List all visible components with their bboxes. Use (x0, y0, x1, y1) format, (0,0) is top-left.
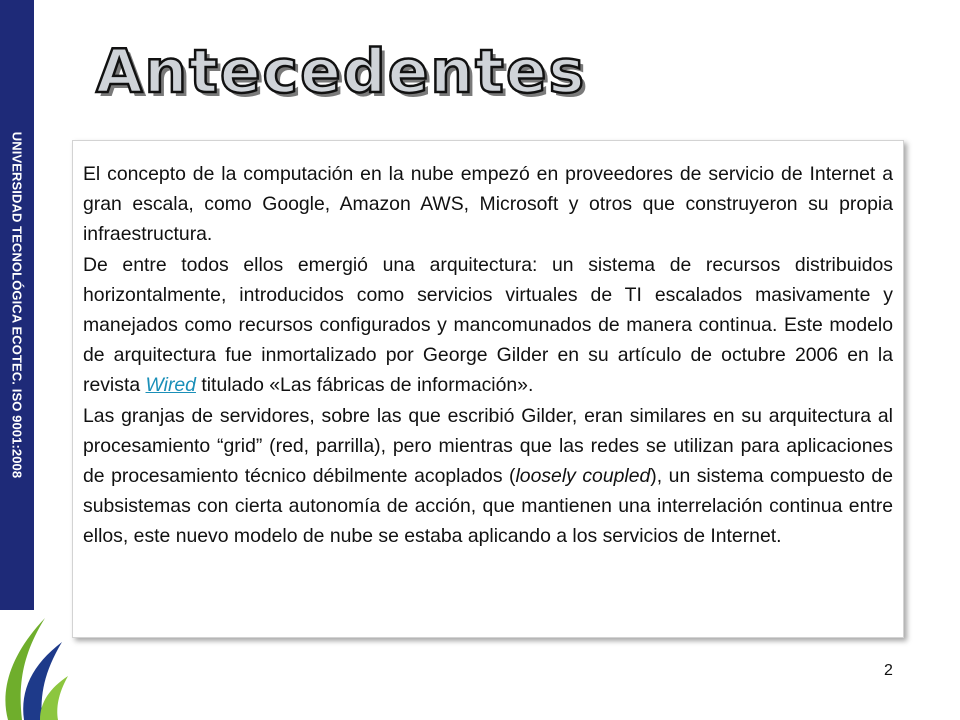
paragraph-3-italic: loosely coupled (515, 465, 651, 488)
ecotec-logo-icon (0, 610, 70, 720)
page-number: 2 (884, 662, 893, 679)
content-box (72, 140, 904, 638)
paragraph-2-tail: titulado «Las fábricas de información». (195, 374, 534, 397)
university-name: UNIVERSIDAD TECNOLÓGICA ECOTEC. ISO 9001:2008 (9, 131, 25, 479)
paragraph-3 (83, 401, 893, 552)
paragraph-1: El concepto de la computación en la nube empezó en proveedores de servicio de Internet a gran escala, como Google, Amazon AWS, Microsoft y otros que construyeron su propia infraestructura. (83, 163, 893, 246)
paragraph-3-tail: ), un sistema compuesto de subsistemas con cierta autonomía de acción, que mantienen una interrelación continua entre ellos, este nuevo modelo de nube se estaba aplicando a los servicios de Internet. (83, 465, 893, 548)
university-sidebar-band (0, 0, 34, 610)
paragraph-2-text: De entre todos ellos emergió una arquitectura: un sistema de recursos distribuidos horizontalmente, introducidos como servicios virtuales de TI escalados masivamente y manejados como recursos configurados y mancomunados de manera continua. Este modelo de arquitectura fue inmortalizado por George Gilder en su artículo de octubre 2006 en la revista (83, 253, 893, 397)
slide-title: Antecedentes (96, 37, 587, 107)
paragraph-3-text: Las granjas de servidores, sobre las que escribió Gilder, eran similares en su arquitectura al procesamiento “grid” (red, parrilla), pero mientras que las redes se utilizan para aplicaciones de procesamiento técnico débilmente acoplados ( (83, 404, 893, 488)
paragraph-2 (83, 250, 893, 401)
wired-link[interactable]: Wired (145, 374, 196, 397)
